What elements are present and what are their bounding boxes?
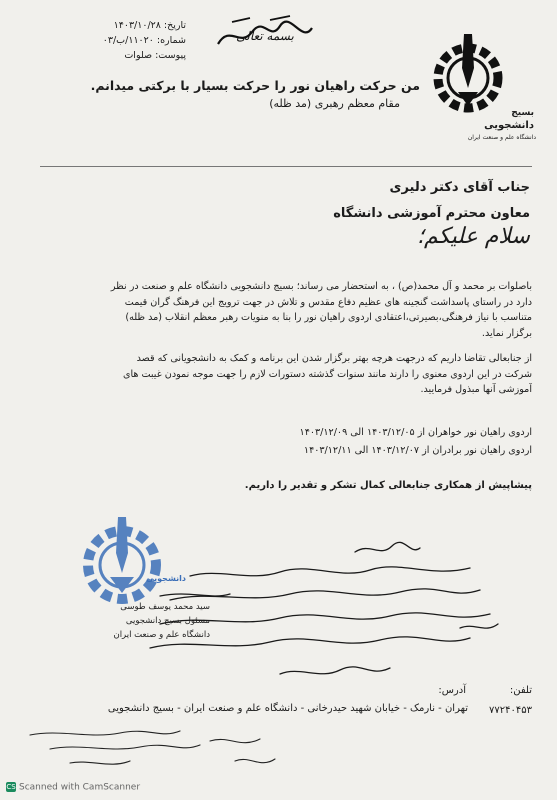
phone-label: تلفن: xyxy=(509,685,532,696)
svg-text:بسمه تعالی: بسمه تعالی xyxy=(236,29,294,43)
body-paragraph-1 xyxy=(40,279,532,341)
body-line: از جنابعالی تقاضا داریم که درجهت هرچه بهتر برگزار شدن این برنامه و کمک به دانشجویانی که قصد xyxy=(136,353,532,364)
body-line: برگزار نماید. xyxy=(481,327,532,339)
letter-attachment: پیوست: صلوات xyxy=(124,50,186,61)
letter-meta xyxy=(36,18,186,63)
quote-source: مقام معظم رهبری (مد ظله) xyxy=(269,97,400,110)
phone-number: ۷۷۲۴۰۴۵۳ xyxy=(489,705,532,716)
logo-label-university: دانشگاه علم و صنعت ایران xyxy=(467,134,536,141)
scanner-text: Scanned with CamScanner xyxy=(19,782,141,793)
address-text: تهران - نارمک - خیابان شهید حیدرخانی - دانشگاه علم و صنعت ایران - بسیج دانشجویی xyxy=(107,703,468,714)
letter-number: شماره: ۱۱۰۲۰/ب/۰۳ xyxy=(102,35,186,46)
addressee-title: معاون محترم آموزشی دانشگاه xyxy=(333,206,530,221)
logo-label-basij: بسیج xyxy=(511,108,534,118)
body-line: متناسب با نیاز فرهنگی،بصیرتی،اعتقادی اردوی راهیان نور را بنا به منویات رهبر معظم انقلاب (مد ظله) xyxy=(125,312,532,323)
body-line: شرکت در این اردوی معنوی را دارند مانند سنوات گذشته دستورات لازم را جهت موجه نمودن غیبت های xyxy=(122,368,532,380)
trip-brothers: اردوی راهیان نور برادران از ۱۴۰۳/۱۲/۰۷ الی ۱۴۰۳/۱۲/۱۱ xyxy=(303,445,532,456)
signatory-name: سید محمد یوسف طوسی xyxy=(120,602,210,612)
logo-label-student: دانشجویی xyxy=(484,120,534,131)
greeting: سلام علیکم؛ xyxy=(416,224,530,249)
bismillah-calligraphy xyxy=(210,14,320,54)
body-paragraph-2 xyxy=(40,351,532,398)
quote-text: من حرکت راهیان نور را حرکت بسیار با برکتی میدانم. xyxy=(90,78,420,93)
signatory-org: دانشگاه علم و صنعت ایران xyxy=(113,630,210,640)
basij-logo xyxy=(428,28,538,158)
svg-text:دانشجویی: دانشجویی xyxy=(146,574,186,583)
signatory-title: مسئول بسیج دانشجویی xyxy=(125,616,210,626)
handwritten-annotation xyxy=(130,538,530,698)
camscanner-icon: CS xyxy=(6,783,16,791)
scanner-watermark xyxy=(6,782,140,793)
footer-handwritten-note xyxy=(20,725,540,785)
letter-date: تاریخ: ۱۴۰۳/۱۰/۲۸ xyxy=(113,20,186,31)
body-line: آموزشی آنها مبذول فرمایید. xyxy=(420,384,532,395)
body-line: باصلوات بر محمد و آل محمد(ص) ، به استحضار می رساند؛ بسیج دانشجویی دانشگاه علم و صنعت در نظر xyxy=(110,281,532,292)
closing-line: پیشاپیش از همکاری جنابعالی کمال تشکر و تقدیر را داریم. xyxy=(244,480,532,491)
trip-sisters: اردوی راهیان نور خواهران از ۱۴۰۳/۱۲/۰۵ الی ۱۴۰۳/۱۲/۰۹ xyxy=(299,427,532,438)
addressee-name: جناب آقای دکتر دلیری xyxy=(389,180,530,195)
body-line: دارد در راستای پاسداشت گنجینه های عظیم دفاع مقدس و تلاش در جهت ترویج این فرهنگ گران قیمت xyxy=(124,296,532,308)
header-divider xyxy=(40,166,532,167)
address-label: آدرس: xyxy=(438,685,466,696)
